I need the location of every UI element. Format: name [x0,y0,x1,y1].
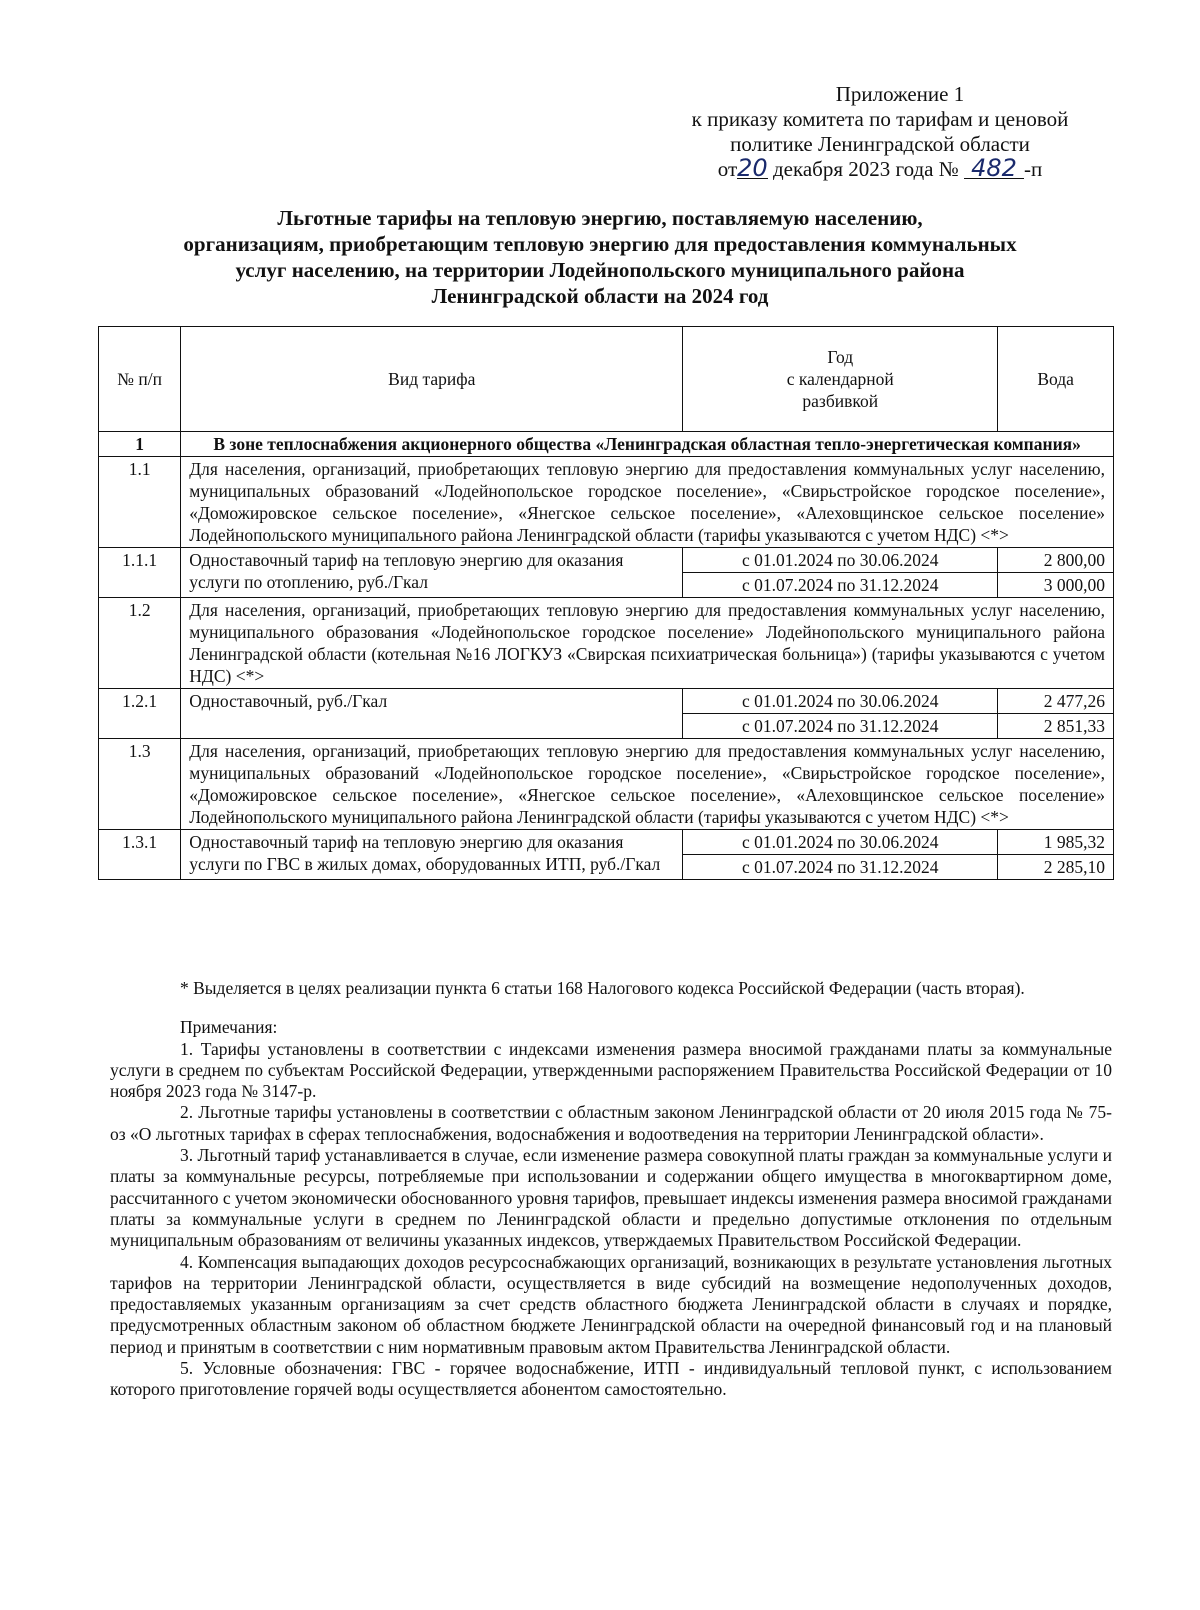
note-item: 2. Льготные тарифы установлены в соответствии с областным законом Ленинградской области от 20 июля 2015 года № 75-оз «О льготных тарифах в сферах теплоснабжения, водоснабжения и водоотведения на территории Ленинградской области». [110,1102,1112,1144]
note-item: 3. Льготный тариф устанавливается в случае, если изменение размера совокупной платы граждан за коммунальные услуги и платы за коммунальные ресурсы, потребляемые при использовании и содержании общего имущества в многоквартирном доме, рассчитанного с учетом экономически обоснованного уровня тарифов, превышает индексы изменения размера вносимой гражданами платы за коммунальные услуги в среднем по Ленинградской области и предельно допустимые отклонения по отдельным муниципальным образованиям от величины указанных индексов, утверждаемых Правительством Российской Федерации. [110,1145,1112,1251]
title-line-3: услуг населению, на территории Лодейнопольского муниципального района [235,258,965,282]
notes-heading: Примечания: [180,1017,278,1038]
header-water: Вода [998,327,1114,432]
section-num: 1.1 [99,457,181,548]
row-period: с 01.07.2024 по 31.12.2024 [683,714,998,739]
row-value: 1 985,32 [998,830,1114,855]
header-year-line-1: Год [827,347,854,367]
title-line-1: Льготные тарифы на тепловую энергию, поставляемую населению, [277,206,923,230]
document-title [110,205,1090,309]
table-row [99,689,1114,714]
table-row [99,548,1114,573]
section-text: Для населения, организаций, приобретающих тепловую энергию для предоставления коммунальных услуг населению, муниципальных образований «Лодейнопольское городское поселение», «Свирьстройское городское поселение», «Доможировское сельское поселение», «Янегское сельское поселение», «Алеховщинское сельское поселение» Лодейнопольского муниципального района Ленинградской области (тарифы указываются с учетом НДС) <*> [181,739,1114,830]
zone-text: В зоне теплоснабжения акционерного общества «Ленинградская областная тепло-энергетическая компания» [181,432,1114,457]
row-period: с 01.01.2024 по 30.06.2024 [683,548,998,573]
section-text: Для населения, организаций, приобретающих тепловую энергию для предоставления коммунальных услуг населению, муниципальных образований «Лодейнопольское городское поселение», «Свирьстройское городское поселение», «Доможировское сельское поселение», «Янегское сельское поселение», «Алеховщинское сельское поселение» Лодейнопольского муниципального района Ленинградской области (тарифы указываются с учетом НДС) <*> [181,457,1114,548]
header-year [683,327,998,432]
date-middle: декабря 2023 года № [772,157,959,181]
row-kind: Одноставочный, руб./Гкал [181,689,683,739]
handwritten-day: 20 [737,154,768,182]
row-value: 2 851,33 [998,714,1114,739]
row-kind: Одноставочный тариф на тепловую энергию для оказания услуги по отоплению, руб./Гкал [181,548,683,598]
notes-block [110,978,1112,1401]
section-num: 1.2 [99,598,181,689]
row-period: с 01.07.2024 по 31.12.2024 [683,573,998,598]
footnote: * Выделяется в целях реализации пункта 6 статьи 168 Налогового кодекса Российской Федерации (часть вторая). [180,978,1025,998]
appendix-line-3: политике Ленинградской области [730,132,1030,156]
row-period: с 01.01.2024 по 30.06.2024 [683,689,998,714]
section-row-1-2 [99,598,1114,689]
note-item: 4. Компенсация выпадающих доходов ресурсоснабжающих организаций, возникающих в результате установления льготных тарифов на территории Ленинградской области, осуществляется в виде субсидий на возмещение недополученных доходов, предоставляемых указанным организациям за счет средств областного бюджета Ленинградской области в случаях и порядке, предусмотренных областным законом об областном бюджете Ленинградской области на очередной финансовый год и на плановый период и принятым в соответствии с ним нормативным правовым актом Правительства Ленинградской области. [110,1251,1112,1357]
row-num: 1.3.1 [99,830,181,880]
appendix-date-line [640,154,1120,182]
row-value: 2 477,26 [998,689,1114,714]
zone-num: 1 [99,432,181,457]
date-prefix: от [717,157,738,181]
tariff-table [98,326,1114,880]
row-value: 2 285,10 [998,855,1114,880]
row-period: с 01.07.2024 по 31.12.2024 [683,855,998,880]
header-year-line-3: разбивкой [802,391,879,411]
row-value: 2 800,00 [998,548,1114,573]
section-row-1-3 [99,739,1114,830]
table-row [99,830,1114,855]
row-num: 1.2.1 [99,689,181,739]
table-header-row [99,327,1114,432]
section-text: Для населения, организаций, приобретающих тепловую энергию для предоставления коммунальных услуг населению, муниципального образования «Лодейнопольское городское поселение» Лодейнопольского муниципального района Ленинградской области (котельная №16 ЛОГКУЗ «Свирская психиатрическая больница») (тарифы указываются с учетом НДС) <*> [181,598,1114,689]
section-row-1-1 [99,457,1114,548]
appendix-line-2: к приказу комитета по тарифам и ценовой [691,107,1069,131]
note-item: 5. Условные обозначения: ГВС - горячее водоснабжение, ИТП - индивидуальный тепловой пункт, с использованием которого приготовление горячей воды осуществляется абонентом самостоятельно. [110,1358,1112,1400]
handwritten-order-number: 482 [964,158,1024,179]
row-period: с 01.01.2024 по 30.06.2024 [683,830,998,855]
header-year-line-2: с календарной [786,369,894,389]
appendix-label: Приложение 1 [835,82,965,106]
row-value: 3 000,00 [998,573,1114,598]
header-num: № п/п [99,327,181,432]
header-kind: Вид тарифа [181,327,683,432]
row-num: 1.1.1 [99,548,181,598]
row-kind: Одноставочный тариф на тепловую энергию для оказания услуги по ГВС в жилых домах, оборудованных ИТП, руб./Гкал [181,830,683,880]
title-line-4: Ленинградской области на 2024 год [431,284,769,308]
note-item: 1. Тарифы установлены в соответствии с индексами изменения размера вносимой гражданами платы за коммунальные услуги в среднем по субъектам Российской Федерации, утвержденными распоряжением Правительства Российской Федерации от 10 ноября 2023 года № 3147-р. [110,1038,1112,1102]
title-line-2: организациям, приобретающим тепловую энергию для предоставления коммунальных [183,232,1017,256]
appendix-header [640,82,1120,182]
section-num: 1.3 [99,739,181,830]
zone-row [99,432,1114,457]
order-suffix: -п [1024,157,1043,181]
